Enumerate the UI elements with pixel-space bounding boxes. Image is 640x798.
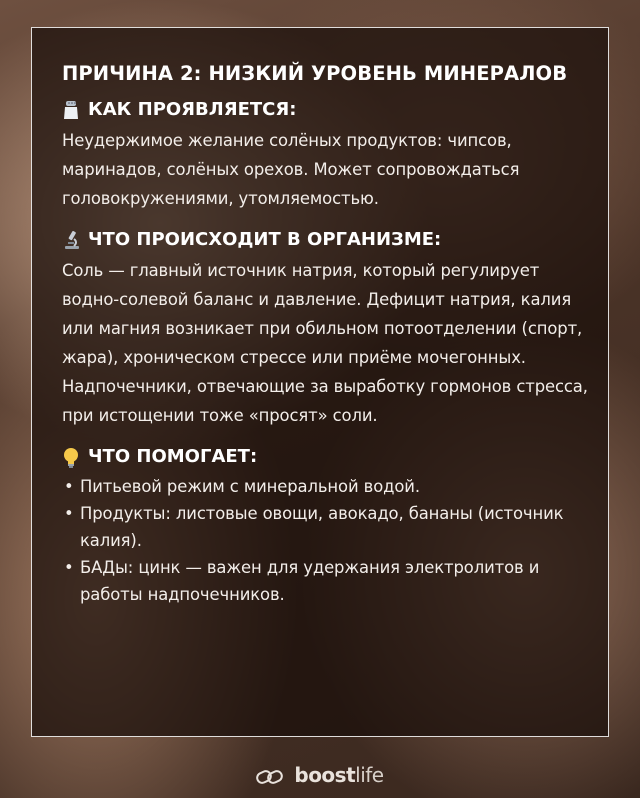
section-text-how: Неудержимое желание солёных продуктов: чипсов, маринадов, солёных орехов. Может сопровождаться головокружениями, утомляемостью. [62,131,520,208]
salt-shaker-icon [62,100,80,120]
list-item: • Питьевой режим с минеральной водой. [62,473,592,500]
content [62,62,592,608]
section-text-what: Соль — главный источник натрия, который регулирует водно-солевой баланс и давление. Дефицит натрия, калия или магния возникает при обильном потоотделении (спорт, жара), хроническом стрессе или приёме мочегонных. Надпочечники, отвечающие за выработку гормонов стресса, при истощении тоже «просят» соли. [62,261,588,425]
section-heading-help [62,446,592,467]
brand-logo [0,763,640,787]
logo-text-light: life [355,763,384,787]
list-item: • Продукты: листовые овощи, авокадо, бананы (источник калия). [62,500,592,554]
section-heading-label: ЧТО ПОМОГАЕТ: [88,446,258,467]
logo-mark-icon [256,769,290,785]
section-heading-what [62,229,592,250]
logo-text-bold: boost [294,763,356,787]
content-panel [31,27,609,737]
list-item: • БАДы: цинк — важен для удержания электролитов и работы надпочечников. [62,554,592,608]
section-heading-how [62,99,592,120]
section-heading-label: КАК ПРОЯВЛЯЕТСЯ: [88,99,297,120]
light-bulb-icon [62,447,80,467]
page-title: ПРИЧИНА 2: НИЗКИЙ УРОВЕНЬ МИНЕРАЛОВ [62,62,568,85]
help-list [62,473,592,608]
section-heading-label: ЧТО ПРОИСХОДИТ В ОРГАНИЗМЕ: [88,229,442,250]
microscope-icon [62,230,80,250]
